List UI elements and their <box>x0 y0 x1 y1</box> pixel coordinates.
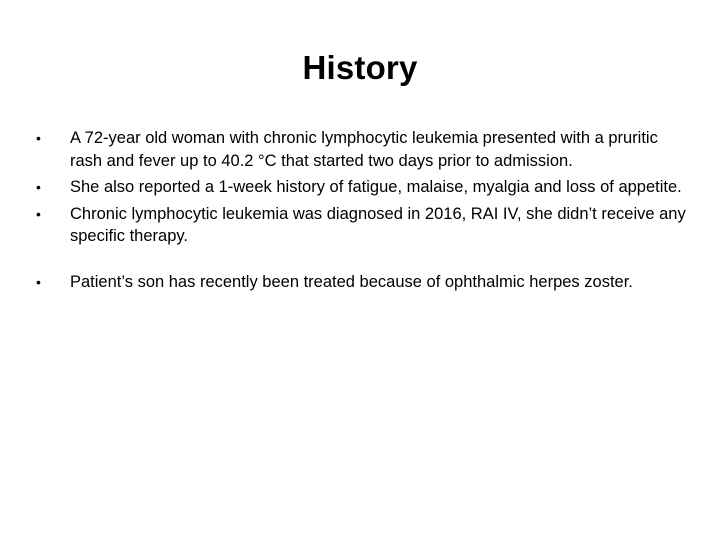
bullet-item <box>36 203 686 248</box>
bullet-text: A 72-year old woman with chronic lymphocytic leukemia presented with a pruritic rash and fever up to 40.2 °C that started two days prior to admission. <box>70 129 658 170</box>
bullet-item <box>36 176 686 199</box>
bullet-text: Chronic lymphocytic leukemia was diagnosed in 2016, RAI IV, she didn’t receive any specific therapy. <box>70 204 686 245</box>
bullet-item <box>36 271 686 294</box>
bullet-list <box>36 127 686 297</box>
bullet-icon: • <box>36 130 41 146</box>
bullet-icon: • <box>36 205 41 222</box>
bullet-icon: • <box>36 179 41 195</box>
bullet-text: She also reported a 1-week history of fatigue, malaise, myalgia and loss of appetite. <box>70 178 682 196</box>
bullet-icon: • <box>36 273 41 290</box>
slide-title: History <box>302 49 418 86</box>
bullet-text: Patient’s son has recently been treated because of ophthalmic herpes zoster. <box>70 272 633 291</box>
bullet-item <box>36 127 686 172</box>
